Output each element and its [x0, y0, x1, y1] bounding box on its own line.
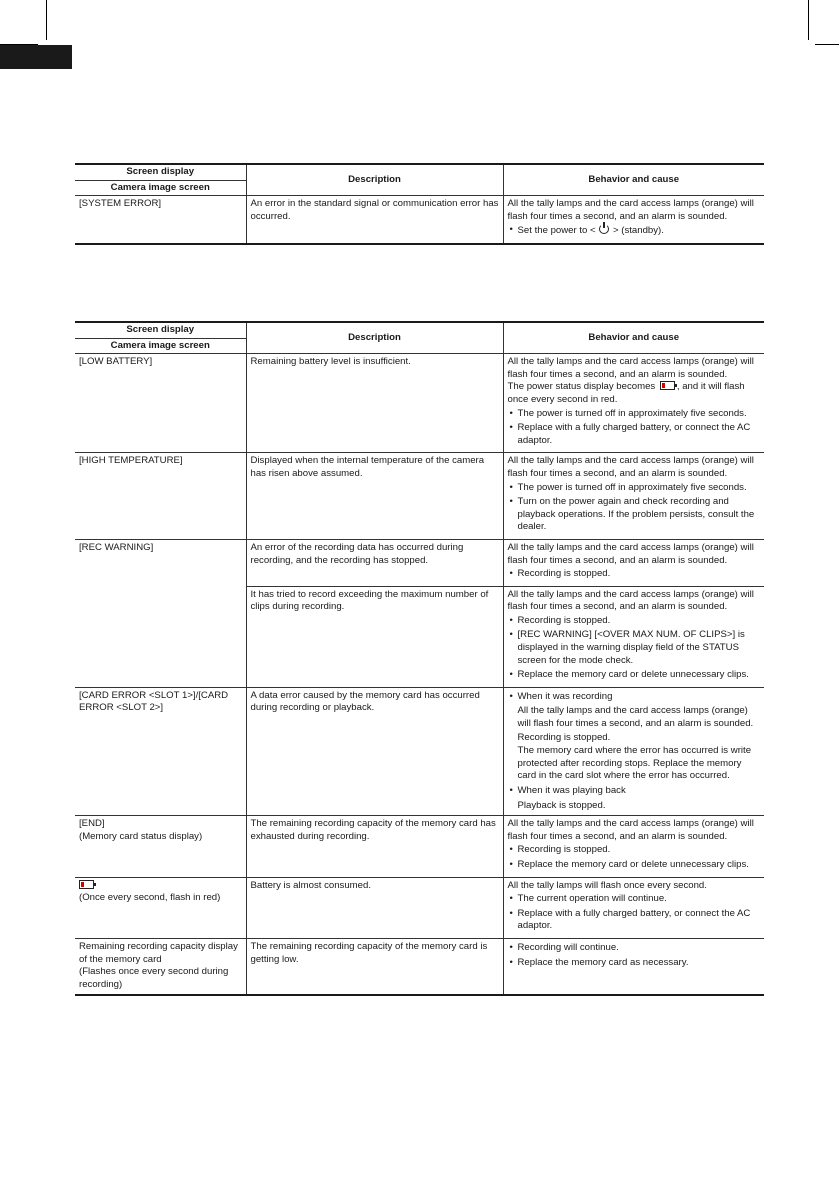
- behavior-cell: [503, 877, 764, 938]
- table-row: [75, 539, 764, 586]
- recording-line: The memory card where the error has occurred is write protected after recording stops. Replace the memory card in the card slot where the error has occurred.: [517, 745, 752, 782]
- description-cell: Battery is almost consumed.: [246, 877, 503, 938]
- table-row: [75, 196, 764, 244]
- header-description: Description: [246, 322, 503, 354]
- power-standby-icon: [599, 224, 609, 234]
- bullet-item: [508, 691, 761, 704]
- status-text-before: The power status display becomes: [507, 381, 656, 393]
- behavior-cell: [503, 354, 764, 453]
- header-description: Description: [246, 164, 503, 196]
- bullet-item: • Replace with a fully charged battery, or connect the AC adaptor.: [508, 422, 761, 447]
- bullet-item: [508, 785, 761, 798]
- bullet-item: • Recording will continue.: [508, 942, 761, 955]
- screen-cell: [SYSTEM ERROR]: [75, 196, 246, 244]
- bullet-item: • Replace the memory card as necessary.: [508, 957, 761, 970]
- bullet-item: • Recording is stopped.: [508, 844, 761, 857]
- status-text: [508, 381, 761, 406]
- bullet-item: • Recording is stopped.: [508, 615, 761, 628]
- table-row: [75, 453, 764, 540]
- behavior-cell: [503, 938, 764, 995]
- screen-cell: [75, 816, 246, 877]
- bullet-item: • Replace the memory card or delete unnecessary clips.: [508, 669, 761, 682]
- behavior-text: All the tally lamps and the card access lamps (orange) will flash four times a second, and an alarm is sounded.: [507, 588, 754, 613]
- crop-mark: [808, 0, 809, 40]
- behavior-text: All the tally lamps will flash once every second.: [507, 879, 707, 891]
- bullet-text: When it was playing back: [517, 785, 626, 796]
- screen-cell: [REC WARNING]: [75, 539, 246, 687]
- table-row: [75, 938, 764, 995]
- battery-low-icon: [660, 381, 675, 390]
- warning-table: [75, 321, 764, 996]
- bullet-item: • The power is turned off in approximately five seconds.: [508, 408, 761, 421]
- screen-cell: [CARD ERROR <SLOT 1>]/[CARD ERROR <SLOT 2>]: [75, 687, 246, 815]
- description-cell: The remaining recording capacity of the memory card has exhausted during recording.: [246, 816, 503, 877]
- behavior-cell: [503, 196, 764, 244]
- description-cell: An error of the recording data has occurred during recording, and the recording has stopped.: [246, 539, 503, 586]
- bullet-text: > (standby).: [612, 225, 664, 237]
- description-cell: An error in the standard signal or communication error has occurred.: [246, 196, 503, 244]
- behavior-text: All the tally lamps and the card access lamps (orange) will flash four times a second, and an alarm is sounded.: [507, 356, 754, 380]
- screen-sublabel: (Once every second, flash in red): [79, 892, 221, 904]
- bullet-text: Set the power to <: [517, 225, 596, 237]
- screen-label: [END]: [79, 818, 105, 830]
- table-row: [75, 816, 764, 877]
- behavior-text: All the tally lamps and the card access lamps (orange) will flash four times a second, and an alarm is sounded.: [507, 198, 754, 222]
- header-behavior: Behavior and cause: [503, 322, 764, 354]
- behavior-cell: [503, 687, 764, 815]
- bullet-text: When it was recording: [517, 690, 613, 702]
- behavior-cell: [503, 816, 764, 877]
- recording-line: Recording is stopped.: [517, 731, 611, 743]
- bullet-item: • Recording is stopped.: [508, 568, 761, 581]
- table-row: [75, 877, 764, 938]
- description-cell: A data error caused by the memory card has occurred during recording or playback.: [246, 687, 503, 815]
- screen-cell: [LOW BATTERY]: [75, 354, 246, 453]
- status-text-after: , and it will flash once every second in red.: [507, 381, 745, 405]
- bullet-item: • The power is turned off in approximately five seconds.: [508, 482, 761, 495]
- description-cell: The remaining recording capacity of the memory card is getting low.: [246, 938, 503, 995]
- bullet-item: [508, 224, 761, 238]
- crop-mark: [815, 44, 839, 45]
- bullet-item: • Replace with a fully charged battery, or connect the AC adaptor.: [508, 908, 761, 933]
- system-error-table: [75, 163, 764, 245]
- behavior-text: All the tally lamps and the card access lamps (orange) will flash four times a second, and an alarm is sounded.: [507, 541, 754, 566]
- crop-mark: [46, 0, 47, 40]
- table-row: [75, 354, 764, 453]
- screen-cell: [75, 938, 246, 995]
- recording-line: All the tally lamps and the card access lamps (orange) will flash four times a second, and an alarm is sounded.: [517, 705, 754, 730]
- description-cell: It has tried to record exceeding the maximum number of clips during recording.: [246, 586, 503, 687]
- behavior-cell: [503, 586, 764, 687]
- screen-cell: [75, 877, 246, 938]
- behavior-text: All the tally lamps and the card access lamps (orange) will flash four times a second, and an alarm is sounded.: [507, 455, 754, 479]
- header-behavior: Behavior and cause: [503, 164, 764, 196]
- screen-label: Remaining recording capacity display of the memory card: [79, 940, 238, 965]
- header-screen-display: Screen display: [75, 164, 246, 180]
- screen-sublabel: (Flashes once every second during recording): [79, 966, 229, 990]
- header-screen-display: Screen display: [75, 322, 246, 338]
- table-row: [75, 687, 764, 815]
- screen-sublabel: (Memory card status display): [79, 830, 203, 842]
- bullet-item: • Turn on the power again and check recording and playback operations. If the problem persists, consult the dealer.: [508, 496, 761, 534]
- header-camera-image-screen: Camera image screen: [75, 180, 246, 196]
- battery-low-icon: [79, 880, 94, 889]
- behavior-cell: [503, 539, 764, 586]
- description-cell: Remaining battery level is insufficient.: [246, 354, 503, 453]
- screen-cell: [HIGH TEMPERATURE]: [75, 453, 246, 540]
- header-camera-image-screen: Camera image screen: [75, 338, 246, 354]
- behavior-text: All the tally lamps and the card access lamps (orange) will flash four times a second, and an alarm is sounded.: [507, 818, 754, 842]
- description-cell: Displayed when the internal temperature of the camera has risen above assumed.: [246, 453, 503, 540]
- bullet-item: • The current operation will continue.: [508, 893, 761, 906]
- behavior-cell: [503, 453, 764, 540]
- bullet-item: • Replace the memory card or delete unnecessary clips.: [508, 859, 761, 872]
- bullet-item: • [REC WARNING] [<OVER MAX NUM. OF CLIPS>] is displayed in the warning display field of the STATUS screen for the mode check.: [508, 629, 761, 667]
- playing-line: Playback is stopped.: [517, 799, 606, 811]
- language-tab: [0, 45, 72, 69]
